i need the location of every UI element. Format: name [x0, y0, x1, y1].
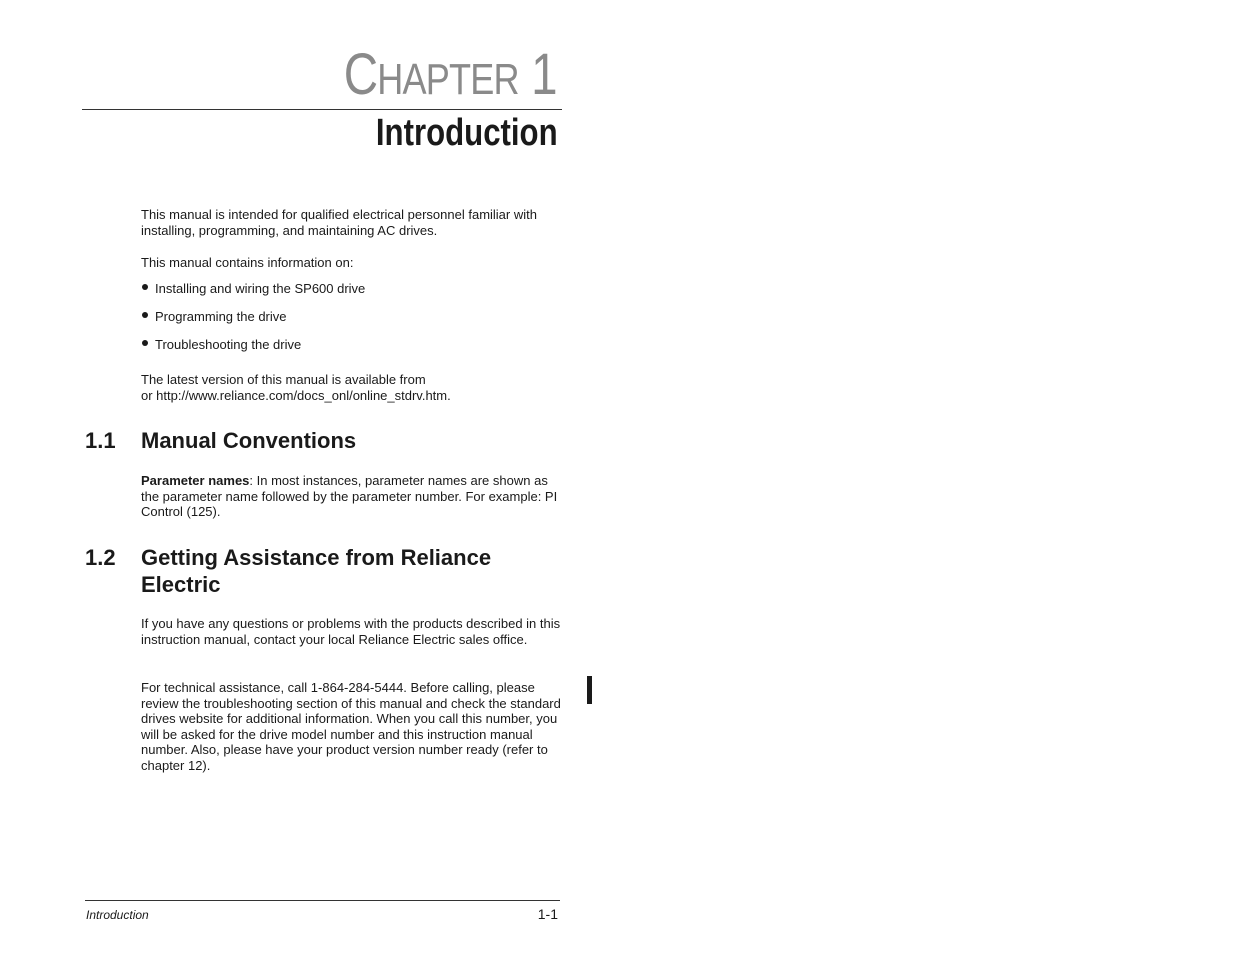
chapter-label-rest: HAPTER: [377, 55, 519, 104]
website-link[interactable]: or http://www.reliance.com/docs_onl/online_stdrv.htm.: [141, 387, 451, 403]
bold-lead: Parameter names: [141, 473, 250, 488]
section-heading: Manual Conventions: [141, 428, 357, 453]
topic-list: [141, 281, 365, 365]
section-heading: Getting Assistance from Reliance Electric: [141, 545, 492, 597]
intro-paragraph-2: This manual contains information on:: [141, 255, 354, 270]
footer-section-name: Introduction: [86, 908, 149, 922]
page-number: 1-1: [537, 906, 558, 922]
footer-divider: [85, 900, 560, 901]
chapter-label: [344, 44, 557, 111]
list-item-text: Programming the drive: [155, 309, 287, 324]
list-item-text: Installing and wiring the SP600 drive: [155, 281, 366, 296]
section-number: 1.1: [85, 428, 116, 453]
list-item: [141, 309, 365, 337]
conventions-text: : In most instances, parameter names are shown as the parameter name followed by the parameter number. For example: PI Control (125).: [141, 473, 558, 519]
section-number: 1.2: [85, 545, 116, 570]
bullet-icon: [142, 312, 148, 318]
assistance-paragraph-2: For technical assistance, call 1-864-284-5444. Before calling, please review the troubleshooting section of this manual and check the standard drives website for additional information. When you call this number, you will be asked for the drive model number and this instruction manual number. Also, please have your product version number ready (refer to chapter 12).: [141, 680, 561, 773]
conventions-paragraph: [141, 473, 561, 520]
revision-change-bar: [587, 676, 592, 704]
chapter-divider: [82, 109, 562, 110]
assistance-paragraph-1: If you have any questions or problems with the products described in this instruction manual, contact your local Reliance Electric sales office.: [141, 616, 561, 647]
bullet-icon: [142, 284, 148, 290]
list-item: [141, 337, 365, 365]
chapter-number: 1: [531, 42, 557, 107]
intro-paragraph-3: [141, 372, 561, 403]
list-item: [141, 281, 365, 309]
page-title: Introduction: [376, 112, 558, 154]
bullet-icon: [142, 340, 148, 346]
chapter-label-initial: C: [343, 42, 378, 107]
list-item-text: Troubleshooting the drive: [155, 337, 302, 352]
intro-paragraph-1: This manual is intended for qualified electrical personnel familiar with installing, programming, and maintaining AC drives.: [141, 207, 537, 238]
availability-line: The latest version of this manual is available from: [141, 372, 426, 387]
